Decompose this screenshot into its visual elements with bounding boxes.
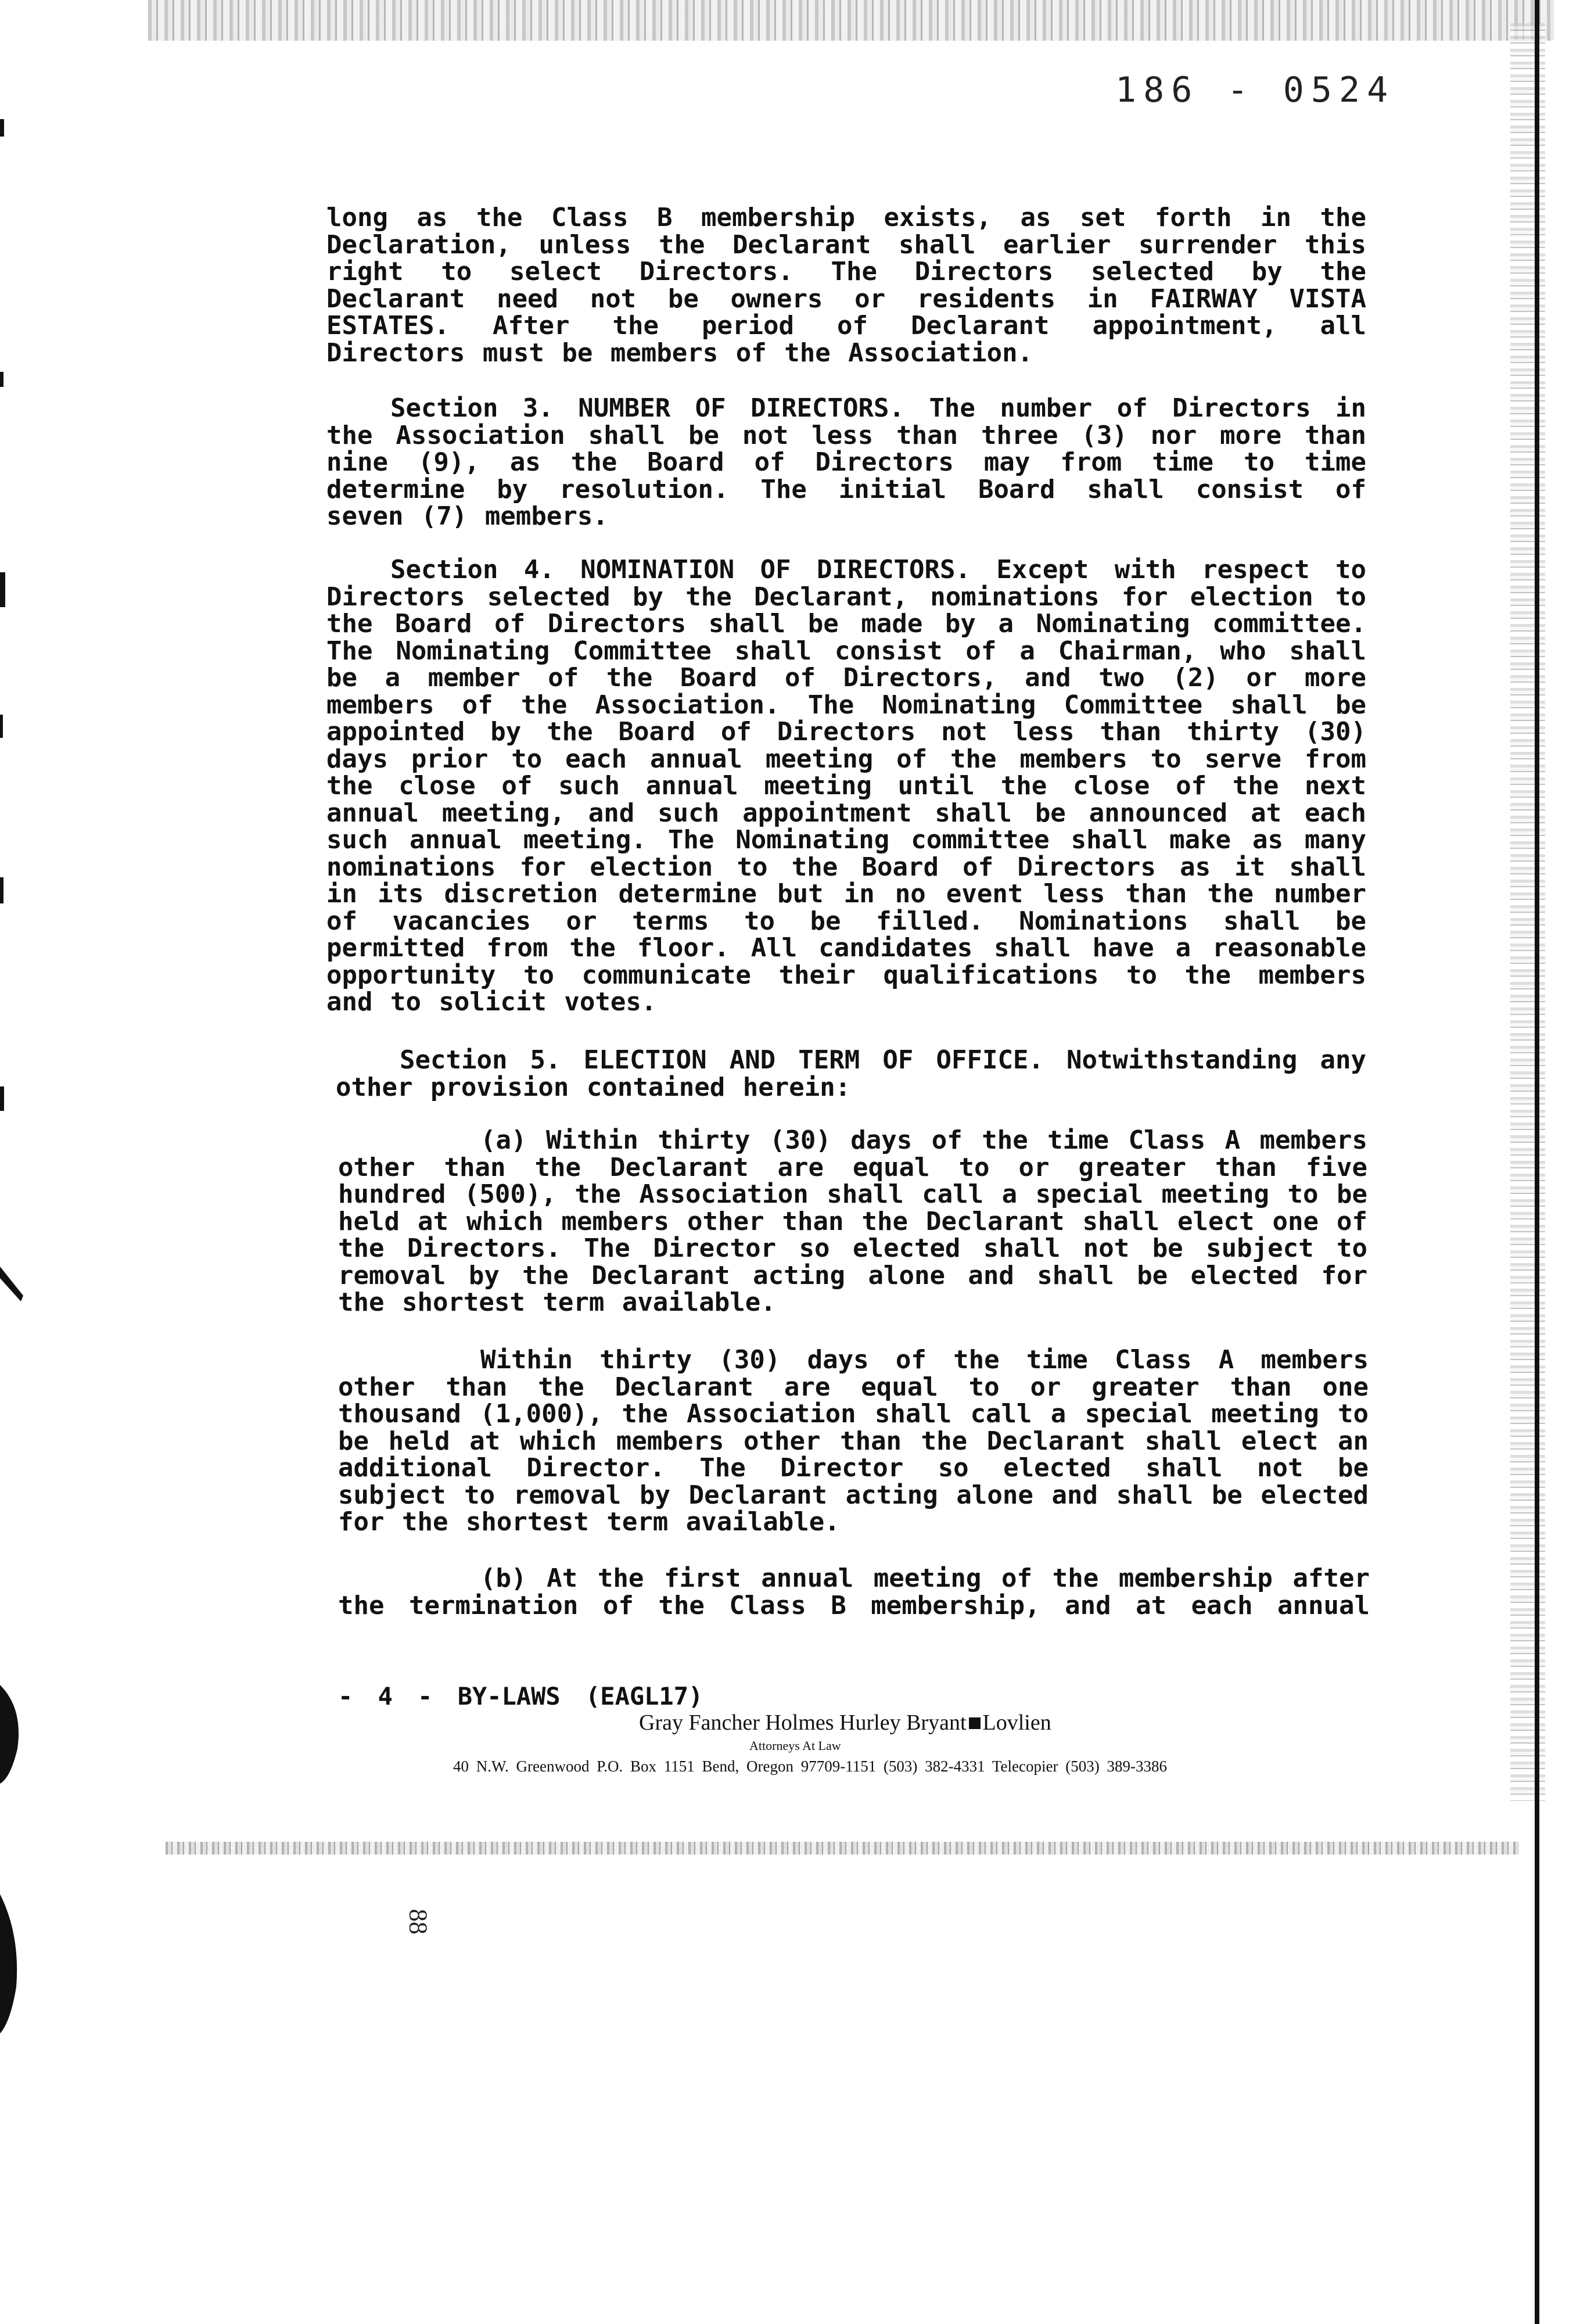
footer-page-reference: - 4 - BY-LAWS (EAGL17) bbox=[338, 1682, 703, 1710]
law-firm-name bbox=[639, 1710, 1080, 1735]
text-line: other than the Declarant are equal to or greater than five bbox=[338, 1152, 1367, 1182]
text-line: removal by the Declarant acting alone and shall be elected for bbox=[338, 1260, 1367, 1290]
text-line: long as the Class B membership exists, as set forth in the bbox=[326, 203, 1366, 232]
text-line: Section 3. NUMBER OF DIRECTORS. The number of Directors in bbox=[390, 393, 1366, 423]
text-line: of vacancies or terms to be filled. Nominations shall be bbox=[326, 906, 1366, 936]
page-border-right bbox=[1535, 0, 1539, 2324]
text-line: the Association shall be not less than three (3) nor more than bbox=[326, 420, 1366, 450]
text-line: Within thirty (30) days of the time Class A members bbox=[480, 1345, 1369, 1375]
text-line: subject to removal by Declarant acting alone and shall be elected bbox=[338, 1480, 1369, 1510]
text-line: hundred (500), the Association shall call a special meeting to be bbox=[338, 1179, 1367, 1209]
paragraph-continuation bbox=[326, 205, 1366, 367]
law-firm-name-left: Gray Fancher Holmes Hurley Bryant bbox=[639, 1710, 967, 1735]
scan-bottom-edge bbox=[166, 1842, 1519, 1855]
text-line: (a) Within thirty (30) days of the time Class A members bbox=[480, 1125, 1367, 1155]
text-line: Section 4. NOMINATION OF DIRECTORS. Except with respect to bbox=[390, 555, 1366, 584]
left-margin-scan-marks bbox=[0, 0, 93, 2324]
text-line: for the shortest term available. bbox=[338, 1507, 840, 1537]
text-line: appointed by the Board of Directors not less than thirty (30) bbox=[326, 717, 1366, 747]
text-line: members of the Association. The Nominating Committee shall be bbox=[326, 690, 1366, 720]
text-line: Declarant need not be owners or residents in FAIRWAY VISTA bbox=[326, 284, 1366, 314]
text-line: thousand (1,000), the Association shall call a special meeting to bbox=[338, 1399, 1369, 1429]
text-line: Declaration, unless the Declarant shall earlier surrender this bbox=[326, 229, 1366, 260]
text-line: the close of such annual meeting until the close of the next bbox=[326, 771, 1366, 801]
text-line: the termination of the Class B membership, and at each annual bbox=[338, 1590, 1370, 1620]
text-line: the Directors. The Director so elected shall not be subject to bbox=[338, 1233, 1367, 1263]
text-line: the Board of Directors shall be made by a Nominating committee. bbox=[326, 609, 1366, 639]
text-line: additional Director. The Director so elected shall not be bbox=[338, 1453, 1369, 1483]
law-firm-name-right: Lovlien bbox=[982, 1710, 1051, 1735]
text-line: nominations for election to the Board of Directors as it shall bbox=[326, 852, 1366, 882]
law-firm-subtitle: Attorneys At Law bbox=[749, 1738, 841, 1753]
text-line: determine by resolution. The initial Board shall consist of bbox=[326, 474, 1366, 504]
text-line: Directors must be members of the Association. bbox=[326, 338, 1033, 368]
text-line: nine (9), as the Board of Directors may from time to time bbox=[326, 447, 1366, 477]
section-4-nomination-of-directors bbox=[326, 557, 1366, 1016]
text-line: such annual meeting. The Nominating committee shall make as many bbox=[326, 825, 1366, 855]
text-line: be held at which members other than the Declarant shall elect an bbox=[338, 1426, 1369, 1456]
text-line: be a member of the Board of Directors, and two (2) or more bbox=[326, 663, 1366, 693]
text-line: the shortest term available. bbox=[338, 1287, 776, 1317]
square-separator-icon bbox=[969, 1717, 981, 1729]
text-line: and to solicit votes. bbox=[326, 987, 657, 1017]
text-line: The Nominating Committee shall consist of a Chairman, who shall bbox=[326, 636, 1366, 666]
text-line: days prior to each annual meeting of the members to serve from bbox=[326, 744, 1366, 774]
text-line: right to select Directors. The Directors selected by the bbox=[326, 257, 1366, 286]
section-3-number-of-directors bbox=[326, 395, 1366, 530]
section-5b bbox=[338, 1565, 1370, 1619]
text-line: permitted from the floor. All candidates shall have a reasonable bbox=[326, 933, 1366, 963]
margin-handwritten-note: 88 bbox=[404, 1909, 433, 1935]
section-5-election-and-term bbox=[336, 1047, 1366, 1101]
scan-top-edge bbox=[148, 0, 1554, 41]
scan-right-edge bbox=[1510, 23, 1545, 1801]
section-5a-continuation bbox=[338, 1347, 1369, 1536]
text-line: (b) At the first annual meeting of the membership after bbox=[480, 1563, 1370, 1593]
text-line: annual meeting, and such appointment shall be announced at each bbox=[326, 798, 1366, 828]
text-line: opportunity to communicate their qualifications to the members bbox=[326, 960, 1366, 990]
text-line: Section 5. ELECTION AND TERM OF OFFICE. Notwithstanding any bbox=[400, 1045, 1366, 1075]
page-number: 186 - 0524 bbox=[1115, 70, 1395, 110]
text-line: seven (7) members. bbox=[326, 501, 608, 531]
text-line: other than the Declarant are equal to or greater than one bbox=[338, 1372, 1369, 1402]
section-5a bbox=[338, 1127, 1367, 1317]
text-line: ESTATES. After the period of Declarant appointment, all bbox=[326, 311, 1366, 340]
text-line: Directors selected by the Declarant, nominations for election to bbox=[326, 582, 1366, 612]
text-line: held at which members other than the Declarant shall elect one of bbox=[338, 1206, 1367, 1236]
text-line: in its discretion determine but in no event less than the number bbox=[326, 879, 1366, 909]
law-firm-address: 40 N.W. Greenwood P.O. Box 1151 Bend, Oregon 97709-1151 (503) 382-4331 Telecopier (503) 389-3386 bbox=[453, 1758, 1167, 1775]
text-line: other provision contained herein: bbox=[336, 1072, 851, 1102]
